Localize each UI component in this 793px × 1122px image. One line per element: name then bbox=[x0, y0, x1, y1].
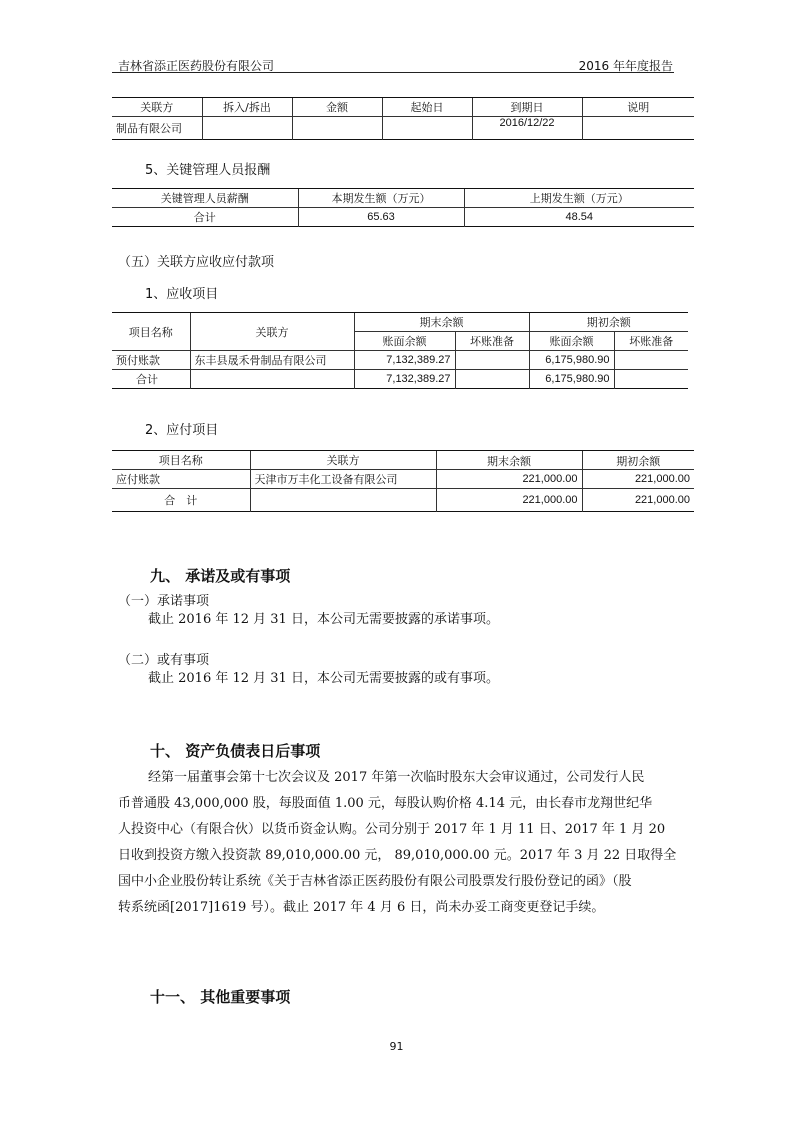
related-party-lending-table bbox=[112, 97, 694, 140]
col-header: 上期发生额（万元） bbox=[464, 189, 694, 208]
section-title: （五）关联方应收应付款项 bbox=[118, 255, 275, 270]
col-header: 项目名称 bbox=[112, 313, 190, 351]
table-cell: 合计 bbox=[112, 208, 298, 227]
subsection-title: （二）或有事项 bbox=[118, 653, 210, 668]
col-header: 说明 bbox=[582, 98, 694, 117]
table-row bbox=[112, 489, 694, 512]
paragraph-line: 人投资中心（有限合伙）以货币资金认购。公司分别于 2017 年 1 月 11 日、2017 年 1 月 20 bbox=[118, 822, 666, 837]
col-header: 到期日 bbox=[472, 98, 582, 117]
header-report-title: 2016 年年度报告 bbox=[578, 59, 673, 73]
paragraph: 截止 2016 年 12 月 31 日，本公司无需要披露的承诺事项。 bbox=[148, 612, 499, 627]
col-header: 期初余额 bbox=[529, 313, 688, 332]
col-header: 关键管理人员薪酬 bbox=[112, 189, 298, 208]
page-number: 91 bbox=[389, 1040, 404, 1053]
subsection-title: 1、应收项目 bbox=[145, 287, 219, 302]
table-cell: 221,000.00 bbox=[436, 470, 582, 489]
receivables-table bbox=[112, 312, 688, 389]
table-cell bbox=[455, 351, 529, 370]
table-row bbox=[112, 351, 688, 370]
table-cell: 221,000.00 bbox=[582, 489, 694, 512]
col-header: 关联方 bbox=[112, 98, 202, 117]
paragraph: 截止 2016 年 12 月 31 日，本公司无需要披露的或有事项。 bbox=[148, 671, 499, 686]
paragraph-line: 日收到投资方缴入投资款 89,010,000.00 元， 89,010,000.00 元。2017 年 3 月 22 日取得全 bbox=[118, 848, 677, 863]
table-cell: 6,175,980.90 bbox=[529, 351, 614, 370]
table-cell: 221,000.00 bbox=[582, 470, 694, 489]
table-cell bbox=[190, 370, 354, 389]
table-row bbox=[112, 117, 694, 140]
table-cell: 合 计 bbox=[112, 489, 250, 512]
table-cell bbox=[614, 370, 688, 389]
col-header: 坏账准备 bbox=[455, 332, 529, 351]
table-cell: 7,132,389.27 bbox=[354, 370, 455, 389]
section-heading: 九、 承诺及或有事项 bbox=[150, 567, 291, 585]
table-header-row bbox=[112, 451, 694, 470]
col-header: 期初余额 bbox=[582, 451, 694, 470]
col-header: 关联方 bbox=[250, 451, 436, 470]
table-header-row bbox=[112, 189, 694, 208]
col-header: 账面余额 bbox=[354, 332, 455, 351]
table-cell bbox=[455, 370, 529, 389]
table-cell: 2016/12/22 bbox=[472, 117, 582, 140]
table-cell bbox=[382, 117, 472, 140]
table-header-row bbox=[112, 313, 688, 332]
col-header: 拆入/拆出 bbox=[202, 98, 292, 117]
col-header: 本期发生额（万元） bbox=[298, 189, 464, 208]
section-heading: 十、 资产负债表日后事项 bbox=[150, 742, 321, 760]
col-header: 账面余额 bbox=[529, 332, 614, 351]
col-header: 关联方 bbox=[190, 313, 354, 351]
table-cell bbox=[292, 117, 382, 140]
subsection-title: （一）承诺事项 bbox=[118, 594, 210, 609]
paragraph-line: 经第一届董事会第十七次会议及 2017 年第一次临时股东大会审议通过，公司发行人民 bbox=[148, 770, 645, 785]
table-cell bbox=[250, 489, 436, 512]
header-company: 吉林省添正医药股份有限公司 bbox=[118, 59, 275, 73]
table-cell: 制品有限公司 bbox=[112, 117, 202, 140]
paragraph-line: 转系统函[2017]1619 号）。截止 2017 年 4 月 6 日，尚未办妥工商变更登记手续。 bbox=[118, 900, 605, 915]
paragraph bbox=[118, 765, 688, 921]
paragraph-line: 国中小企业股份转让系统《关于吉林省添正医药股份有限公司股票发行股份登记的函》（股 bbox=[118, 874, 632, 889]
payables-table bbox=[112, 450, 694, 512]
table-cell bbox=[614, 351, 688, 370]
table-cell: 预付账款 bbox=[112, 351, 190, 370]
table-cell: 天津市万丰化工设备有限公司 bbox=[250, 470, 436, 489]
table-cell: 48.54 bbox=[464, 208, 694, 227]
col-header: 期末余额 bbox=[436, 451, 582, 470]
col-header: 金额 bbox=[292, 98, 382, 117]
section-title: 5、关键管理人员报酬 bbox=[145, 163, 271, 178]
table-row bbox=[112, 470, 694, 489]
table-cell: 东丰县晟禾骨制品有限公司 bbox=[190, 351, 354, 370]
table-row bbox=[112, 370, 688, 389]
col-header: 坏账准备 bbox=[614, 332, 688, 351]
table-header-row bbox=[112, 98, 694, 117]
paragraph-line: 币普通股 43,000,000 股，每股面值 1.00 元，每股认购价格 4.14 元，由长春市龙翔世纪华 bbox=[118, 796, 653, 811]
section-heading: 十一、 其他重要事项 bbox=[150, 988, 291, 1006]
table-cell: 6,175,980.90 bbox=[529, 370, 614, 389]
table-cell: 7,132,389.27 bbox=[354, 351, 455, 370]
table-cell bbox=[202, 117, 292, 140]
table-cell: 65.63 bbox=[298, 208, 464, 227]
table-row bbox=[112, 208, 694, 227]
table-cell bbox=[582, 117, 694, 140]
col-header: 项目名称 bbox=[112, 451, 250, 470]
subsection-title: 2、应付项目 bbox=[145, 423, 219, 438]
key-management-compensation-table bbox=[112, 188, 694, 227]
header-rule bbox=[112, 72, 674, 73]
col-header: 期末余额 bbox=[354, 313, 529, 332]
table-cell: 221,000.00 bbox=[436, 489, 582, 512]
table-cell: 应付账款 bbox=[112, 470, 250, 489]
table-cell: 合计 bbox=[112, 370, 190, 389]
col-header: 起始日 bbox=[382, 98, 472, 117]
